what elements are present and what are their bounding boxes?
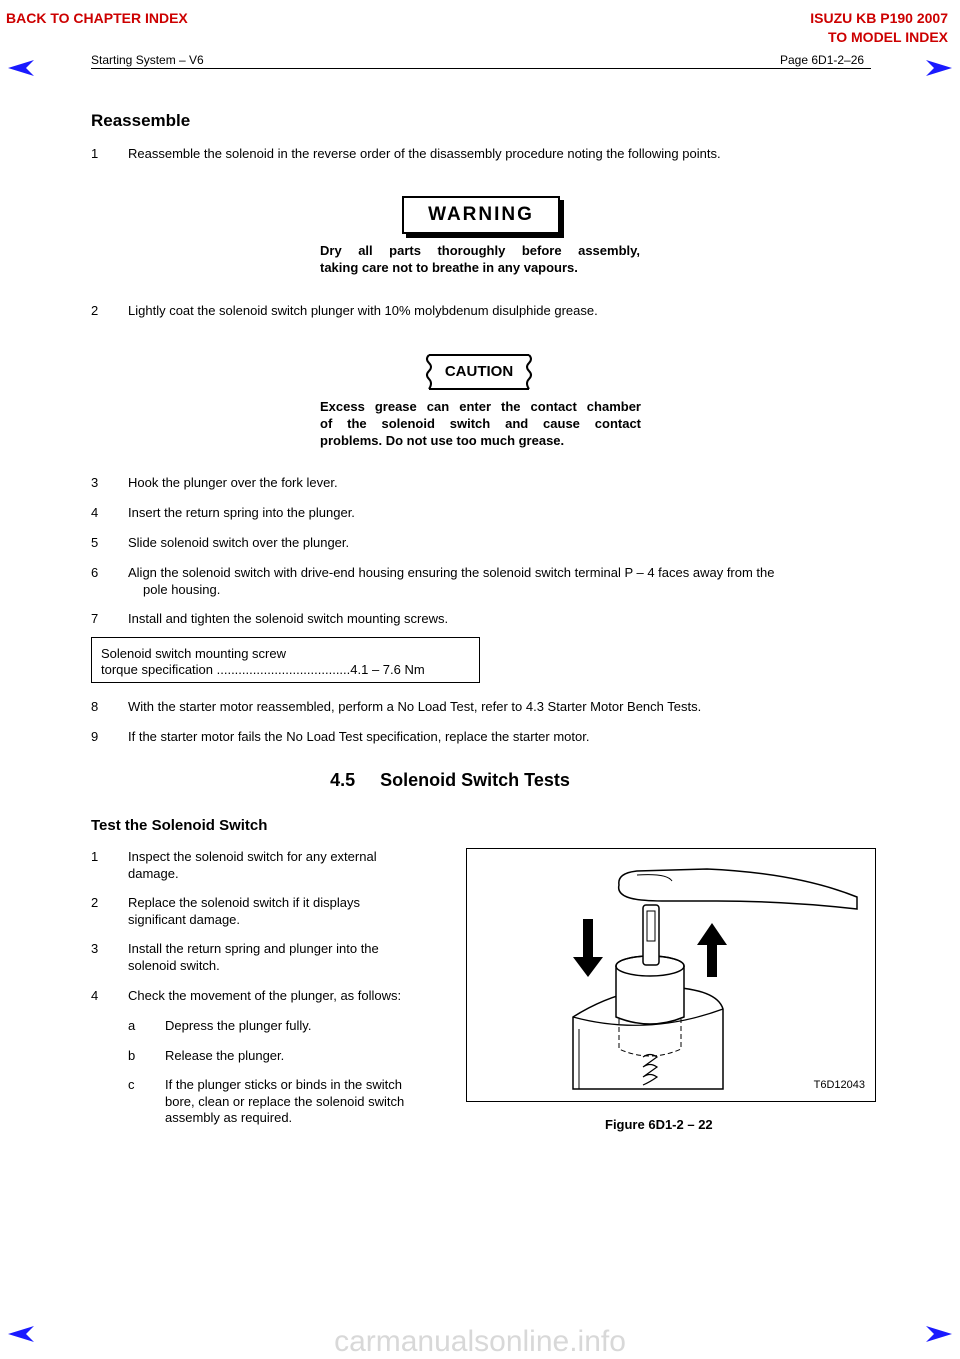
sub-text: Release the plunger. (165, 1048, 285, 1063)
watermark-text: carmanualsonline.info (334, 1325, 626, 1358)
test-number: 4 (91, 988, 99, 1003)
test-number: 1 (91, 849, 99, 864)
caution-line: Excess grease can enter the contact chamber (320, 399, 641, 414)
test-number: 3 (91, 941, 99, 956)
step-text: Align the solenoid switch with drive-end housing ensuring the solenoid switch terminal P – 4 faces away from the (128, 565, 775, 580)
back-to-chapter-index-link[interactable]: BACK TO CHAPTER INDEX (6, 10, 188, 26)
next-page-arrow-icon[interactable] (926, 60, 952, 76)
previous-page-arrow-icon[interactable] (8, 60, 34, 76)
step-text: With the starter motor reassembled, perform a No Load Test, refer to 4.3 Starter Motor Bench Tests. (128, 699, 702, 714)
to-model-index-link[interactable]: TO MODEL INDEX (827, 29, 948, 45)
sub-text: assembly as required. (165, 1110, 293, 1125)
sub-letter: c (128, 1077, 135, 1092)
sub-text: bore, clean or replace the solenoid switch (165, 1094, 405, 1109)
spec-line: torque specification .....................................4.1 – 7.6 Nm (101, 662, 425, 677)
sub-letter: b (128, 1048, 136, 1063)
sub-letter: a (128, 1018, 136, 1033)
test-text: significant damage. (128, 912, 241, 927)
step-text-continued: pole housing. (143, 582, 221, 597)
caution-line: problems. Do not use too much grease. (320, 433, 565, 448)
figure-code: T6D12043 (813, 1079, 865, 1091)
test-text: Inspect the solenoid switch for any external (128, 849, 377, 864)
warning-line: Dry all parts thoroughly before assembly, (320, 243, 640, 258)
step-number: 5 (91, 535, 99, 550)
section-title: 4.5 Solenoid Switch Tests (330, 770, 570, 790)
sub-text: Depress the plunger fully. (165, 1018, 312, 1033)
step-number: 3 (91, 475, 99, 490)
figure-caption: Figure 6D1-2 – 22 (605, 1117, 713, 1132)
header-rule (91, 68, 871, 69)
caution-text (320, 398, 641, 449)
warning-text (320, 242, 640, 276)
step-number: 7 (91, 611, 99, 626)
step-text: Insert the return spring into the plunger. (128, 505, 355, 520)
step-number: 1 (91, 146, 99, 161)
step-number: 2 (91, 303, 99, 318)
step-text: Install and tighten the solenoid switch mounting screws. (128, 611, 449, 626)
step-number: 8 (91, 699, 99, 714)
step-text: Reassemble the solenoid in the reverse order of the disassembly procedure noting the following points. (128, 146, 721, 161)
warning-label: WARNING (402, 196, 560, 234)
caution-label: CAUTION (444, 363, 514, 380)
model-title-link[interactable]: ISUZU KB P190 2007 (810, 10, 948, 26)
test-text: solenoid switch. (128, 958, 220, 973)
warning-line: taking care not to breathe in any vapours. (320, 260, 578, 275)
solenoid-plunger-illustration (467, 849, 875, 1101)
header-section-title: Starting System – V6 (91, 53, 204, 67)
figure-frame (466, 848, 876, 1102)
step-number: 6 (91, 565, 99, 580)
step-text: Hook the plunger over the fork lever. (128, 475, 338, 490)
header-page-number: Page 6D1-2–26 (780, 53, 865, 67)
test-number: 2 (91, 895, 99, 910)
test-subheading: Test the Solenoid Switch (91, 817, 268, 834)
spec-line: Solenoid switch mounting screw (101, 646, 286, 661)
test-text: Replace the solenoid switch if it displays (128, 895, 360, 910)
step-text: Slide solenoid switch over the plunger. (128, 535, 350, 550)
step-number: 4 (91, 505, 99, 520)
test-text: Install the return spring and plunger into the (128, 941, 379, 956)
test-text: Check the movement of the plunger, as follows: (128, 988, 402, 1003)
reassemble-heading: Reassemble (91, 111, 191, 130)
step-text: Lightly coat the solenoid switch plunger with 10% molybdenum disulphide grease. (128, 303, 598, 318)
step-text: If the starter motor fails the No Load Test specification, replace the starter motor. (128, 729, 590, 744)
step-number: 9 (91, 729, 99, 744)
sub-text: If the plunger sticks or binds in the switch (165, 1077, 403, 1092)
caution-line: of the solenoid switch and cause contact (320, 416, 641, 431)
test-text: damage. (128, 866, 179, 881)
torque-spec-box (91, 637, 480, 683)
